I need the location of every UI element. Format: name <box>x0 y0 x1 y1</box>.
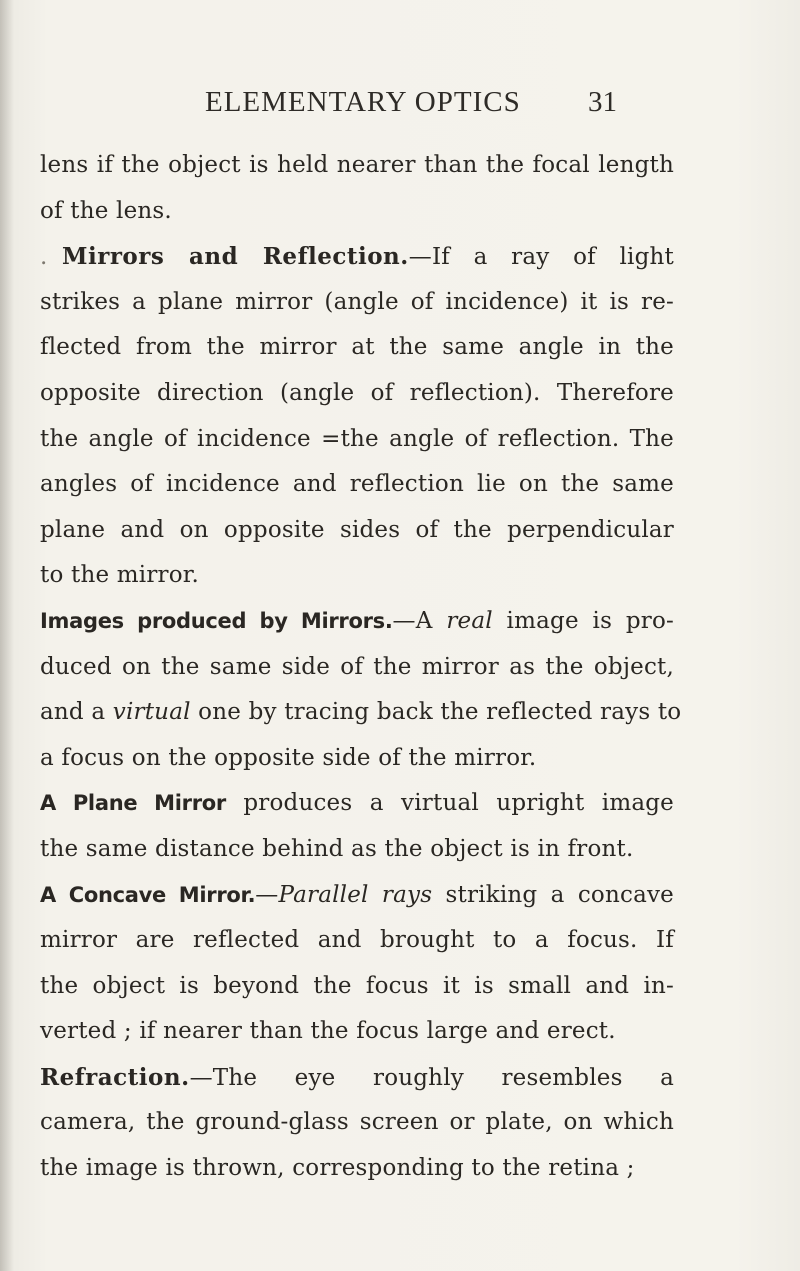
section-heading-refraction: Refraction. <box>40 1063 190 1091</box>
body-text <box>40 143 682 1192</box>
text-line: camera, the ground-glass screen or plate, on which <box>40 1109 674 1136</box>
text-line: plane and on opposite sides of the perpendicular <box>40 516 674 543</box>
text-line: of the lens. <box>40 197 172 224</box>
text-line: to the mirror. <box>40 562 199 589</box>
italic-term: virtual <box>112 699 191 726</box>
text-line: Refraction.—The eye roughly resembles a <box>40 1063 674 1091</box>
italic-term: Parallel rays <box>278 881 433 908</box>
text-line: strikes a plane mirror (angle of incidence) it is re- <box>40 288 674 315</box>
page-number: 31 <box>588 86 617 118</box>
running-head <box>0 86 800 126</box>
text-line: A Plane Mirror produces a virtual upright image <box>40 790 674 817</box>
text-line: Images produced by Mirrors.—A real image is pro- <box>40 607 674 634</box>
section-heading-concave-mirror: A Concave Mirror. <box>40 882 256 907</box>
text-line: duced on the same side of the mirror as the object, <box>40 653 674 680</box>
italic-term: real <box>446 607 493 634</box>
text-line: verted ; if nearer than the focus large and erect. <box>40 1018 616 1045</box>
text-line: the same distance behind as the object is in front. <box>40 835 634 862</box>
text-line: A Concave Mirror.—Parallel rays striking a concave <box>40 881 674 908</box>
text-line: flected from the mirror at the same angle in the <box>40 334 674 361</box>
gutter-shadow <box>0 0 14 1271</box>
text-line: opposite direction (angle of reflection). Therefore <box>40 379 674 406</box>
stray-mark: . <box>40 244 48 271</box>
text-line: the image is thrown, corresponding to the retina ; <box>40 1155 635 1182</box>
text-line: the angle of incidence =the angle of reflection. The <box>40 425 674 452</box>
text-line: angles of incidence and reflection lie on the same <box>40 471 674 498</box>
section-heading-images-produced: Images produced by Mirrors. <box>40 608 393 633</box>
text-line: a focus on the opposite side of the mirror. <box>40 744 537 771</box>
text-line: lens if the object is held nearer than the focal length <box>40 152 674 178</box>
text-line: mirror are reflected and brought to a focus. If <box>40 927 674 954</box>
text-line: and a virtual one by tracing back the reflected rays to <box>40 699 682 726</box>
text-line: the object is beyond the focus it is small and in- <box>40 972 674 999</box>
running-title: ELEMENTARY OPTICS <box>205 86 521 118</box>
section-heading-plane-mirror: A Plane Mirror <box>40 791 226 816</box>
section-heading-mirrors-reflection: Mirrors and Reflection. <box>62 243 409 271</box>
text-line: . Mirrors and Reflection.—If a ray of light <box>40 234 674 280</box>
